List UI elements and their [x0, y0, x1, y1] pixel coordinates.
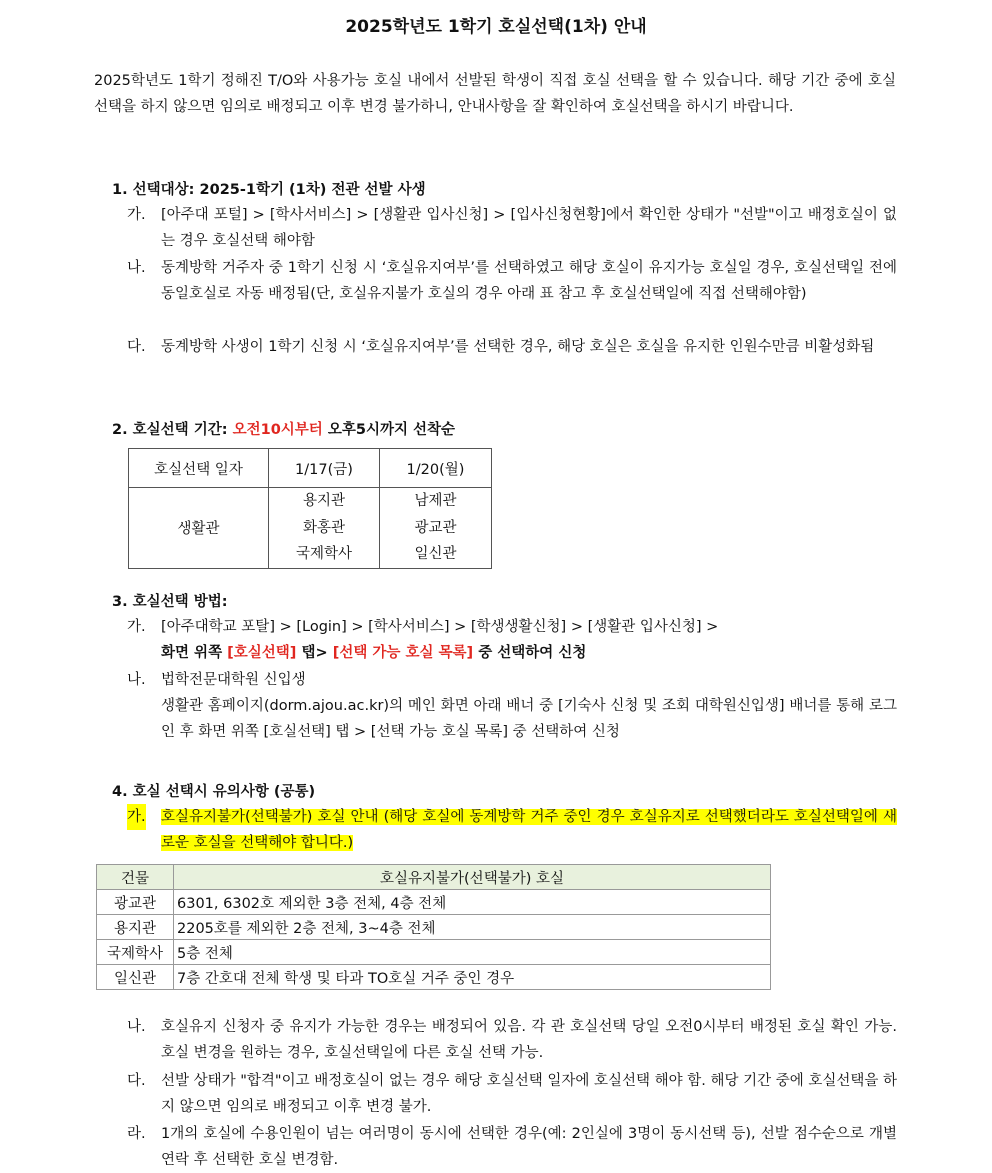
unavailable-rooms-table	[96, 864, 771, 990]
table-cell-building: 일신관	[97, 965, 174, 990]
table-cell-rooms: 5층 전체	[174, 940, 771, 965]
heading-text: 2. 호실선택 기간:	[112, 422, 233, 438]
table-header-cell: 1/17(금)	[269, 449, 380, 488]
section-1-heading: 1. 선택대상: 2025-1학기 (1차) 전관 선발 사생	[112, 182, 426, 198]
section-1-item-da	[127, 334, 897, 360]
table-header-row	[97, 865, 771, 890]
table-row	[97, 940, 771, 965]
table-cell-rooms: 2205호를 제외한 2층 전체, 3~4층 전체	[174, 915, 771, 940]
item-text-line2: 생활관 홈페이지(dorm.ajou.ac.kr)의 메인 화면 아래 배너 중 [기숙사 신청 및 조회 대학원신입생] 배너를 통해 로그인 후 화면 위쪽 [호실선택] 탭 > [선택 가능 호실 목록] 중 선택하여 신청	[161, 698, 897, 740]
table-cell-jan20	[380, 488, 492, 569]
table-cell-building: 국제학사	[97, 940, 174, 965]
table-row	[97, 890, 771, 915]
table-row	[129, 488, 492, 569]
section-1-item-ga	[127, 202, 897, 254]
item-marker: 가.	[127, 804, 146, 830]
heading-text-end: 오후5시까지 선착순	[322, 422, 456, 438]
line-text: 화면 위쪽	[161, 645, 228, 661]
section-2-heading	[112, 418, 455, 439]
item-text-line2	[127, 640, 897, 666]
section-1-item-na	[127, 255, 897, 307]
item-text: 동계방학 거주자 중 1학기 신청 시 ‘호실유지여부’를 선택하였고 해당 호실이 유지가능 호실일 경우, 호실선택일 전에 동일호실로 자동 배정됨(단, 호실유지불가 호실의 경우 아래 표 참고 후 호실선택일에 직접 선택해야함)	[161, 260, 897, 302]
highlighted-notice: 호실유지불가(선택불가) 호실 안내 (해당 호실에 동계방학 거주 중인 경우 호실유지로 선택했더라도 호실선택일에 새로운 호실을 선택해야 합니다.)	[161, 809, 897, 851]
item-text: [아주대 포털] > [학사서비스] > [생활관 입사신청] > [입사신청현황]에서 확인한 상태가 "선발"이고 배정호실이 없는 경우 호실선택 해야함	[161, 207, 897, 249]
item-marker: 다.	[127, 339, 146, 355]
table-header-cell: 건물	[97, 865, 174, 890]
item-text: 호실유지 신청자 중 유지가 가능한 경우는 배정되어 있음. 각 관 호실선택 당일 오전0시부터 배정된 호실 확인 가능. 호실 변경을 원하는 경우, 호실선택일에 다른 호실 선택 가능.	[161, 1019, 897, 1061]
line-text: 중 선택하여 신청	[473, 645, 587, 661]
table-header-row	[129, 449, 492, 488]
intro-paragraph: 2025학년도 1학기 정해진 T/O와 사용가능 호실 내에서 선발된 학생이 직접 호실 선택을 할 수 있습니다. 해당 기간 중에 호실선택을 하지 않으면 임의로 배정되고 이후 변경 불가하니, 안내사항을 잘 확인하여 호실선택을 하시기 바랍니다.	[94, 73, 896, 115]
section-4-item-da	[127, 1068, 897, 1120]
item-marker: 라.	[127, 1126, 146, 1142]
heading-highlight-time: 오전10시부터	[232, 422, 323, 438]
item-marker: 가.	[127, 619, 146, 635]
item-text: 동계방학 사생이 1학기 신청 시 ‘호실유지여부’를 선택한 경우, 해당 호실은 호실을 유지한 인원수만큼 비활성화됨	[161, 339, 875, 355]
item-text-line1: 법학전문대학원 신입생	[161, 672, 306, 688]
item-marker: 다.	[127, 1073, 146, 1089]
building-name: 광교관	[414, 519, 457, 536]
item-text: 1개의 호실에 수용인원이 넘는 여러명이 동시에 선택한 경우(예: 2인실에 3명이 동시선택 등), 선발 점수순으로 개별 연락 후 선택한 호실 변경함.	[161, 1126, 897, 1168]
table-cell-rooms: 6301, 6302호 제외한 3층 전체, 4층 전체	[174, 890, 771, 915]
item-marker: 나.	[127, 672, 146, 688]
section-4-item-ga	[127, 804, 897, 856]
building-name: 화홍관	[302, 519, 346, 536]
item-marker: 나.	[127, 260, 146, 276]
tab-name-available-rooms: [선택 가능 호실 목록]	[332, 645, 474, 661]
section-3-heading: 3. 호실선택 방법:	[112, 594, 228, 610]
item-marker: 나.	[127, 1019, 146, 1035]
page-title: 2025학년도 1학기 호실선택(1차) 안내	[345, 17, 647, 37]
line-text: 탭>	[296, 645, 333, 661]
section-3-item-ga	[127, 614, 897, 666]
item-text: 선발 상태가 "합격"이고 배정호실이 없는 경우 해당 호실선택 일자에 호실선택 해야 함. 해당 기간 중에 호실선택을 하지 않으면 임의로 배정되고 이후 변경 불가.	[161, 1073, 898, 1115]
section-4-item-na	[127, 1014, 897, 1066]
item-marker: 가.	[127, 207, 146, 223]
building-name: 일신관	[414, 546, 457, 562]
table-cell-building: 용지관	[97, 915, 174, 940]
section-4-item-ra	[127, 1121, 897, 1173]
table-row-label: 생활관	[129, 488, 269, 569]
table-header-cell: 호실유지불가(선택불가) 호실	[174, 865, 771, 890]
table-cell-building: 광교관	[97, 890, 174, 915]
table-cell-jan17	[269, 488, 380, 569]
table-row	[97, 965, 771, 990]
table-row	[97, 915, 771, 940]
tab-name-room-select: [호실선택]	[227, 645, 297, 661]
building-name: 국제학사	[295, 546, 353, 562]
selection-date-table	[128, 448, 492, 569]
building-name: 용지관	[302, 493, 346, 509]
building-name: 남제관	[414, 493, 457, 509]
item-text	[127, 804, 897, 856]
table-cell-rooms: 7층 간호대 전체 학생 및 타과 TO호실 거주 중인 경우	[174, 965, 771, 990]
item-text-line1: [아주대학교 포탈] > [Login] > [학사서비스] > [학생생활신청] > [생활관 입사신청] >	[161, 619, 719, 635]
section-3-item-na	[127, 667, 897, 745]
section-4-heading: 4. 호실 선택시 유의사항 (공통)	[112, 784, 316, 800]
table-header-cell: 호실선택 일자	[129, 449, 269, 488]
table-header-cell: 1/20(월)	[380, 449, 492, 488]
